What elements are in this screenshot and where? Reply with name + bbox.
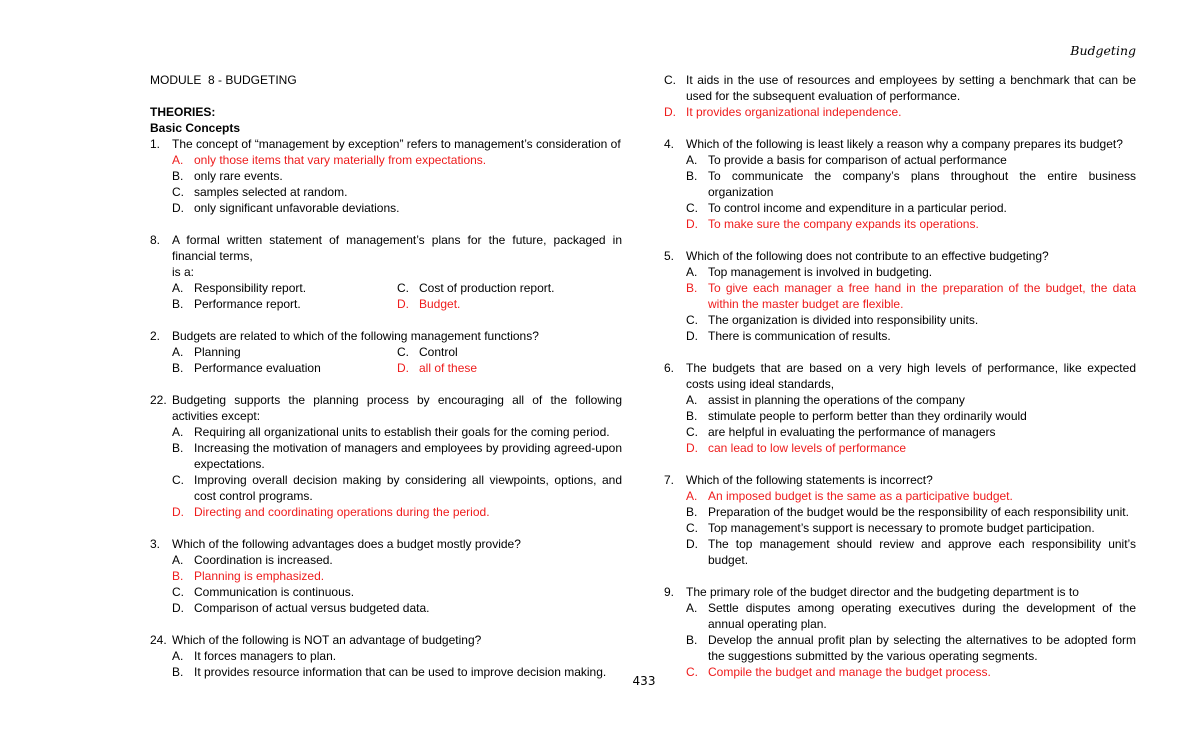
option: C. To control income and expenditure in a particular period. [686, 201, 1007, 215]
question-8: 8. A formal written statement of management’s plans for the future, packaged in financial terms, [150, 233, 622, 263]
option: B. stimulate people to perform better than they ordinarily would [686, 409, 1027, 423]
question-3: 3. Which of the following advantages does a budget mostly provide? [150, 537, 521, 551]
option: B. Develop the annual profit plan by selecting the alternatives to be adopted form the suggestions submitted by the various operating segments. [686, 633, 1136, 663]
option-answer: B. Planning is emphasized. [172, 569, 325, 583]
option-answer: C. Compile the budget and manage the budget process. [686, 665, 991, 679]
option: B. Increasing the motivation of managers and employees by providing agreed-upon expectations. [172, 441, 622, 471]
option: C. Improving overall decision making by considering all viewpoints, options, and cost control programs. [172, 473, 622, 503]
module-title: MODULE 8 - BUDGETING [150, 73, 297, 87]
question-9: 9. The primary role of the budget director and the budgeting department is to [664, 585, 1079, 599]
option: D. Comparison of actual versus budgeted data. [172, 601, 430, 615]
option: B. It provides resource information that can be used to improve decision making. [172, 665, 607, 679]
running-header: Budgeting [1070, 43, 1136, 58]
option: C. Communication is continuous. [172, 585, 355, 599]
left-column: MODULE 8 - BUDGETING THEORIES: Basic Concepts 1. The concept of “management by exception” refers to management’s consideration of A. only those items that vary materially from expectations. B. only rare events. C. samples selected at random. D. only significant unfavorable deviations. 8. A formal written statement of management’s plans for the future, packaged in financial terms, is a: A. Responsibility report. C. Cost of production report. B. Performance report. D. Budget. 2. Budgets are related to which of the following management functions? A. Planning C. Control B. Performance evaluation D. all of these 22. Budgeting supports the planning process by encouraging all of the following activities except: A. Requiring all organizational units to establish their goals for the coming period. B. Increasing the motivation of managers and employees by providing agreed-upon expectations. C. Improving overall decision making by considering all viewpoints, options, and cost control programs. D. Directing and coordinating operations during the period. 3. Which of the following advantages does a budget mostly provide? A. Coordination is increased. B. Planning is emphasized. C. Communication is continuous. D. Comparison of actual versus budgeted data. 24. Which of the following is NOT an advantage of budgeting? A. It forces managers to plan. B. It provides resource information that can be used to improve decision making. [150, 73, 622, 679]
question-7: 7. Which of the following statements is incorrect? [664, 473, 933, 487]
option-answer: D. It provides organizational independence. [664, 105, 902, 119]
option: C. The organization is divided into responsibility units. [686, 313, 979, 327]
option: D. The top management should review and approve each responsibility unit’s budget. [686, 537, 1136, 567]
page-number: 433 [632, 674, 656, 688]
option: A. To provide a basis for comparison of actual performance [686, 153, 1007, 167]
question-1: 1. The concept of “management by exception” refers to management’s consideration of [150, 137, 621, 151]
option: A. It forces managers to plan. [172, 649, 337, 663]
option: A. Requiring all organizational units to establish their goals for the coming period. [172, 425, 610, 439]
option: A. Top management is involved in budgeting. [686, 265, 933, 279]
question-4: 4. Which of the following is least likely a reason why a company prepares its budget? [664, 137, 1123, 151]
theories-heading: THEORIES: [150, 105, 216, 119]
question-22: 22. Budgeting supports the planning process by encouraging all of the following activities except: [150, 393, 622, 423]
option: C. Top management’s support is necessary to promote budget participation. [686, 521, 1095, 535]
option-answer: D. To make sure the company expands its operations. [686, 217, 979, 231]
option-answer: A. only those items that vary materially from expectations. [172, 153, 487, 167]
option: D. There is communication of results. [686, 329, 891, 343]
option-row: B. Performance evaluation D. all of these [150, 360, 622, 376]
option-answer: A. An imposed budget is the same as a participative budget. [686, 489, 1013, 503]
basic-concepts-heading: Basic Concepts [150, 121, 241, 135]
option: A. Coordination is increased. [172, 553, 333, 567]
question-2: 2. Budgets are related to which of the following management functions? [150, 329, 539, 343]
option: B. only rare events. [172, 169, 283, 183]
option: C. are helpful in evaluating the performance of managers [686, 425, 996, 439]
option-answer: D. all of these [397, 361, 478, 375]
option-answer: D. Budget. [397, 297, 461, 311]
option: B. To communicate the company’s plans throughout the entire business organization [686, 169, 1136, 199]
option-row: A. Planning C. Control [172, 345, 458, 359]
option: C. samples selected at random. [172, 185, 348, 199]
option-row: B. Performance report. D. Budget. [150, 296, 622, 312]
question-5: 5. Which of the following does not contribute to an effective budgeting? [664, 249, 1049, 263]
right-column [664, 72, 1136, 680]
question-6: 6. The budgets that are based on a very high levels of performance, like expected costs using ideal standards, [664, 361, 1136, 391]
option: C. It aids in the use of resources and employees by setting a benchmark that can be used for the subsequent evaluation of performance. [664, 73, 1136, 103]
option-answer: D. can lead to low levels of performance [686, 441, 907, 455]
question-24: 24. Which of the following is NOT an advantage of budgeting? [150, 633, 482, 647]
option: D. only significant unfavorable deviations. [172, 201, 400, 215]
option-answer: B. To give each manager a free hand in the preparation of the budget, the data within the master budget are flexible. [686, 281, 1136, 311]
option: B. Preparation of the budget would be the responsibility of each responsibility unit. [686, 505, 1129, 519]
option-answer: D. Directing and coordinating operations during the period. [172, 505, 490, 519]
option: A. Settle disputes among operating executives during the development of the annual operating plan. [686, 601, 1136, 631]
option: A. assist in planning the operations of the company [686, 393, 965, 407]
option-row: A. Responsibility report. C. Cost of production report. [172, 281, 555, 295]
